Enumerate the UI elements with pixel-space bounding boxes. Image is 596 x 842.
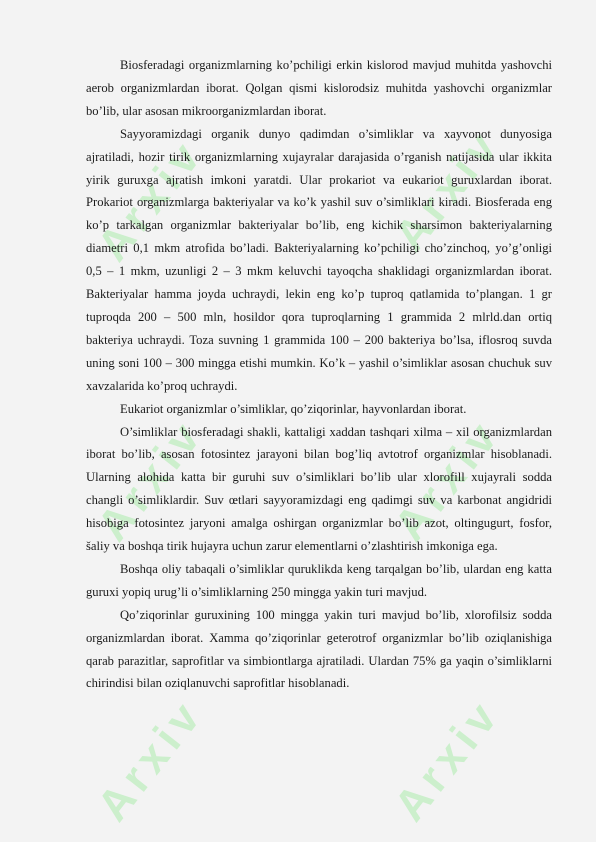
paragraph-aerob: Biosferadagi organizmlarning ko’pchiligi erkin kislorod mavjud muhitda yashovchi aerob organizmlardan iborat. Qolgan qismi kislorodsiz muhitda yashovchi organizmlar bo’lib, ular asosan mikroorganizmlardan iborat. — [86, 58, 552, 118]
watermark: Arxiv — [385, 689, 510, 831]
body-text — [86, 54, 552, 695]
watermark: Arxiv — [88, 689, 213, 831]
paragraph-qoziqorinlar: Qo’ziqorinlar guruxining 100 mingga yakin turi mavjud bo’lib, xlorofilsiz sodda organizmlardan iborat. Xamma qo’ziqorinlar geterotrof organizmlar bo’lib oziqlanishiga qarab parazitlar, saprofitlar va simbiontlarga ajratiladi. Ulardan 75% ga yaqin o’simliklarni chirindisi bilan oziqlanuvchi saprofitlar hisoblanadi. — [86, 607, 552, 691]
paragraph-osimliklar: O’simliklar biosferadagi shakli, kattaligi xaddan tashqari xilma – xil organizmlardan iborat bo’lib, asosan fotosintez jarayoni bilan bog’liq avtotrof organizmlar hisoblanadi. Ularning alohida katta bir guruhi suv o’simliklari bo’lib ular xlorofill xujayrali sodda changli o’simliklardir. Suv œtlari sayyoramizdagi eng qadimgi suv va karbonat angidridi hisobiga fotosintez jaryoni amalga oshirgan organizmlar bo’lib azot, oltingugurt, fosfor, šaliy va boshqa tirik hujayra uchun zarur elementlarni o’zlashtirish imkoniga ega. — [86, 424, 552, 554]
paragraph-oliy-osimliklar: Boshqa oliy tabaqali o’simliklar quruklikda keng tarqalgan bo’lib, ulardan eng katta guruxi yopiq urug’li o’simliklarning 250 mingga yakin turi mavjud. — [86, 561, 552, 599]
watermark: Arxiv — [88, 129, 213, 271]
watermark: Arxiv — [88, 409, 213, 551]
paragraph-organik-dunyo: Sayyoramizdagi organik dunyo qadimdan o’simliklar va xayvonot dunyosiga ajratiladi, hozir tirik organizmlarning xujayralar darajasida o’rganish natijasida ular ikkita yirik guruxga ajratish imkoni yaratdi. Ular prokariot va eukariot guruxlardan iborat. Prokariot organizmlarga bakteriyalar va ko’k yashil suv o’simliklari kiradi. Biosferada eng ko’p tarkalgan organizmlar bakteriyalar bo’lib, eng kichik sharsimon bakteriyalarning diametri 0,1 mkm atrofida bo’ladi. Bakteriyalarning ko’pchiligi cho’zinchoq, yo’g’onligi 0,5 – 1 mkm, uzunligi 2 – 3 mkm keluvchi tayoqcha shaklidagi organizmlardan iborat. Bakteriyalar hamma joyda uchraydi, lekin eng ko’p tuproq qatlamida to’plangan. 1 gr tuproqda 200 – 500 mln, hosildor qora tuproqlarning 1 grammida 2 mlrld.dan ortiq bakteriya uchraydi. Toza suvning 1 grammida 100 – 200 bakteriya bo’lsa, iflosroq suvda uning soni 100 – 300 mingga etishi mumkin. Ko’k – yashil o’simliklar asosan chuchuk suv xavzalarida ko’proq uchraydi. — [86, 126, 552, 393]
paragraph-eukariot: Eukariot organizmlar o’simliklar, qo’ziqorinlar, hayvonlardan iborat. — [120, 401, 467, 416]
watermark: Arxiv — [385, 119, 510, 261]
watermark: Arxiv — [385, 409, 510, 551]
